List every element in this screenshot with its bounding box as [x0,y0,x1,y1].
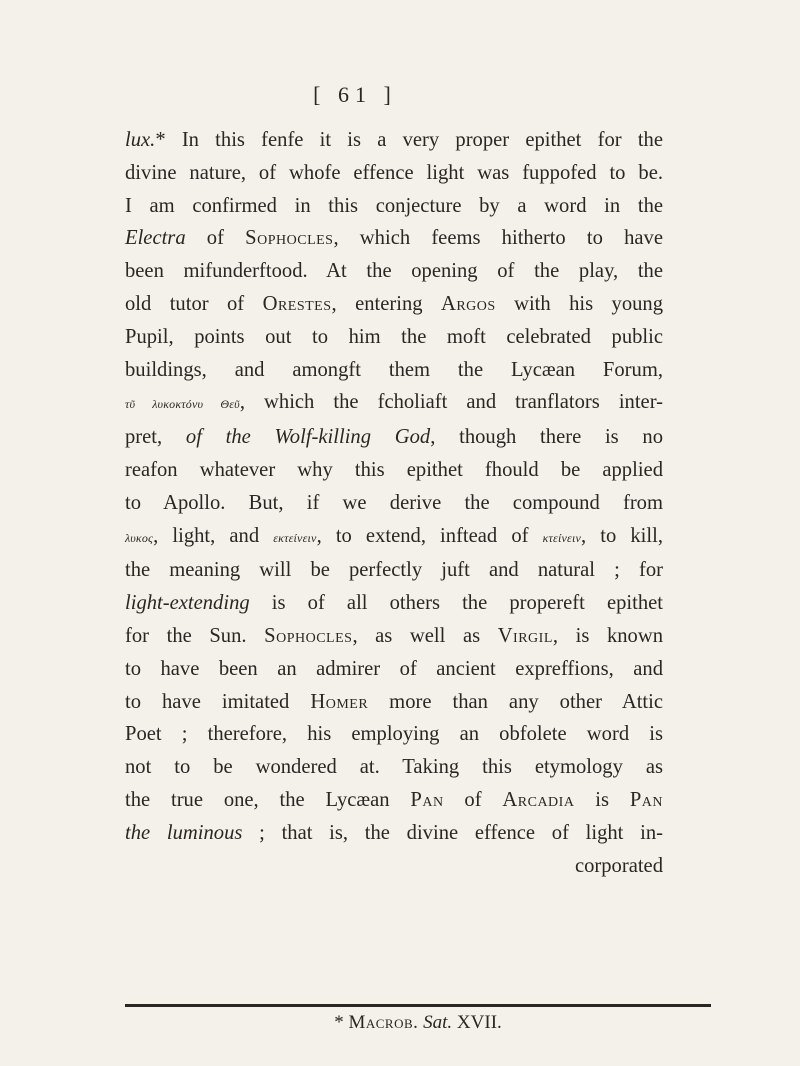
text-run: , to kill, [581,524,663,547]
text-run: Orestes [262,292,332,315]
text-line [125,620,663,653]
footnote [125,1012,711,1034]
text-line [125,321,663,354]
text-run: I am confirmed in this conjecture by a word in the [125,194,663,217]
text-line [125,124,663,157]
text-line [125,587,663,620]
text-run: , which feems hitherto to have [333,227,663,250]
text-run: τῦ λυκοκτόνυ Θεῦ [125,397,240,412]
text-line [125,157,663,190]
text-line [125,255,663,288]
text-line [125,421,663,454]
text-run: with his young [495,292,664,315]
text-run: light-extending [125,592,250,615]
text-run: λυκος [125,530,154,545]
text-line [125,686,663,719]
footnote-divider [125,1004,711,1007]
text-run: Pupil, points out to him the moft celebrated public [125,325,663,348]
text-run: , light, and [153,524,274,547]
footnote-run: Macrob. [348,1012,419,1033]
text-line [125,718,663,751]
footnote-run: * [334,1012,349,1033]
text-line [125,751,663,784]
text-run: to have been an admirer of ancient expreffions, and [125,657,663,680]
text-line [125,817,663,850]
text-run: ; that is, the divine effence of light in- [242,821,664,844]
text-run: pret, [125,426,186,449]
text-line [125,354,663,387]
footnote-run: XVII. [452,1012,502,1033]
text-run: , though there is no [430,426,663,449]
text-run: corporated [574,854,663,877]
page-number: [ 61 ] [313,82,397,107]
text-run: , to extend, inftead of [316,524,543,547]
text-run: of [185,227,246,250]
text-line [125,520,663,555]
text-run: Sophocles [245,227,334,250]
text-run: Arcadia [502,788,575,811]
text-run: Homer [310,690,369,713]
text-line [125,653,663,686]
text-line [125,454,663,487]
text-run: of the Wolf-killing God [185,426,431,449]
text-run: Electra [125,227,186,250]
text-run: , entering [331,292,441,315]
text-run: more than any other Attic [368,690,663,713]
text-run: for the Sun. [125,624,265,647]
text-run: the luminous [125,821,243,844]
text-line [125,288,663,321]
text-run: Sophocles [264,624,353,647]
text-run: buildings, and amongft them the Lycæan Forum, [125,358,663,381]
text-run: divine nature, of whofe effence light was fuppofed to be. [125,161,663,184]
footnote-run: Sat. [423,1012,453,1033]
text-run: old tutor of [125,292,263,315]
text-line [125,190,663,223]
text-run: Pan [629,788,664,811]
text-run: is [574,788,630,811]
text-run: Pan [410,788,444,811]
text-run: , as well as [352,624,498,647]
text-run: εκτείνειν [273,530,317,545]
text-run: reafon whatever why this epithet fhould be applied [125,458,663,481]
text-run: Poet ; therefore, his employing an obfolete word is [125,723,663,746]
text-run: not to be wondered at. Taking this etymology as [125,756,663,779]
text-run: been mifunderftood. At the opening of the play, the [125,260,663,283]
text-run: * In this fenfe it is a very proper epithet for the [155,129,663,151]
text-run: κτείνειν [542,530,582,545]
text-run: to have imitated [125,690,311,713]
text-run: lux. [125,129,156,151]
text-run: to Apollo. But, if we derive the compound from [125,491,663,514]
text-line [125,386,663,421]
text-line [125,487,663,520]
text-run: Virgil [497,624,553,647]
text-run: , which the fcholiaft and tranflators inter- [239,391,664,414]
text-run: the meaning will be perfectly juft and natural ; for [125,559,663,582]
body-text [125,124,663,882]
text-line [125,850,663,883]
text-run: of [443,788,503,811]
text-run: Argos [440,292,496,315]
text-run: , is known [552,624,663,647]
text-run: is of all others the propereft epithet [249,592,663,615]
text-line [125,554,663,587]
text-line [125,222,663,255]
text-line [125,784,663,817]
text-run: the true one, the Lycæan [125,788,411,811]
